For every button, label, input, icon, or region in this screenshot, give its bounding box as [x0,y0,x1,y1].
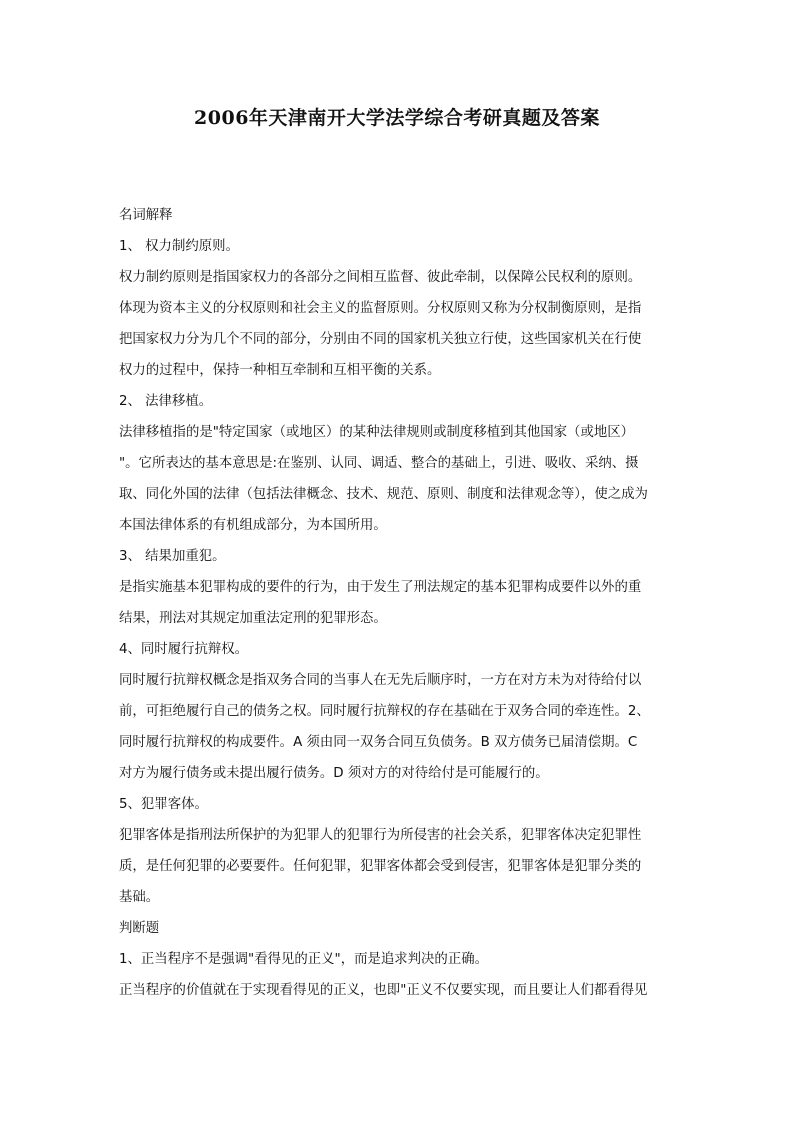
term-heading: 5、犯罪客体。 [119,797,208,812]
paragraph-line: 同时履行抗辩权的构成要件。A 须由同一双务合同互负债务。B 双方债务已届清偿期。C [119,735,638,750]
paragraph-line: 犯罪客体是指刑法所保护的为犯罪人的犯罪行为所侵害的社会关系，犯罪客体决定犯罪性 [119,828,642,843]
paragraph-line: 对方为履行债务或未提出履行债务。D 须对方的对待给付是可能履行的。 [119,766,549,781]
paragraph-line: 取、同化外国的法律（包括法律概念、技术、规范、原则、制度和法律观念等），使之成为 [119,487,648,502]
paragraph-line: 质，是任何犯罪的必要要件。任何犯罪，犯罪客体都会受到侵害，犯罪客体是犯罪分类的 [119,859,642,874]
paragraph-line: 法律移植指的是"特定国家（或地区）的某种法律规则或制度移植到其他国家（或地区） [119,425,634,440]
document-body [119,200,679,1006]
paragraph-line: 同时履行抗辩权概念是指双务合同的当事人在无先后顺序时，一方在对方未为对待给付以 [119,673,642,688]
section-heading: 判断题 [119,921,160,936]
term-heading: 4、同时履行抗辩权。 [119,642,249,657]
term-heading: 1、 权力制约原则。 [119,239,239,254]
paragraph-line: 体现为资本主义的分权原则和社会主义的监督原则。分权原则又称为分权制衡原则，是指 [119,301,642,316]
paragraph-line: 基础。 [119,890,160,905]
section-heading: 名词解释 [119,208,173,223]
paragraph-line: 本国法律体系的有机组成部分，为本国所用。 [119,518,387,533]
paragraph-line: 结果，刑法对其规定加重法定刑的犯罪形态。 [119,611,387,626]
paragraph-line: 把国家权力分为几个不同的部分，分别由不同的国家机关独立行使，这些国家机关在行使 [119,332,642,347]
paragraph-line: 正当程序的价值就在于实现看得见的正义，也即"正义不仅要实现，而且要让人们都看得见 [119,983,648,998]
page-title: 2006年天津南开大学法学综合考研真题及答案 [194,107,600,129]
term-heading: 3、 结果加重犯。 [119,549,226,564]
paragraph-line: 是指实施基本犯罪构成的要件的行为，由于发生了刑法规定的基本犯罪构成要件以外的重 [119,580,642,595]
paragraph-line: 前，可拒绝履行自己的债务之权。同时履行抗辩权的存在基础在于双务合同的牵连性。2、 [119,704,650,719]
term-heading: 2、 法律移植。 [119,394,213,409]
paragraph-line: 权力制约原则是指国家权力的各部分之间相互监督、彼此牵制，以保障公民权利的原则。 [119,270,642,285]
paragraph-line: 权力的过程中，保持一种相互牵制和互相平衡的关系。 [119,363,441,378]
paragraph-line: "。它所表达的基本意思是:在鉴别、认同、调适、整合的基础上，引进、吸收、采纳、摄 [119,456,639,471]
question-heading: 1、正当程序不是强调"看得见的正义"，而是追求判决的正确。 [119,952,488,967]
